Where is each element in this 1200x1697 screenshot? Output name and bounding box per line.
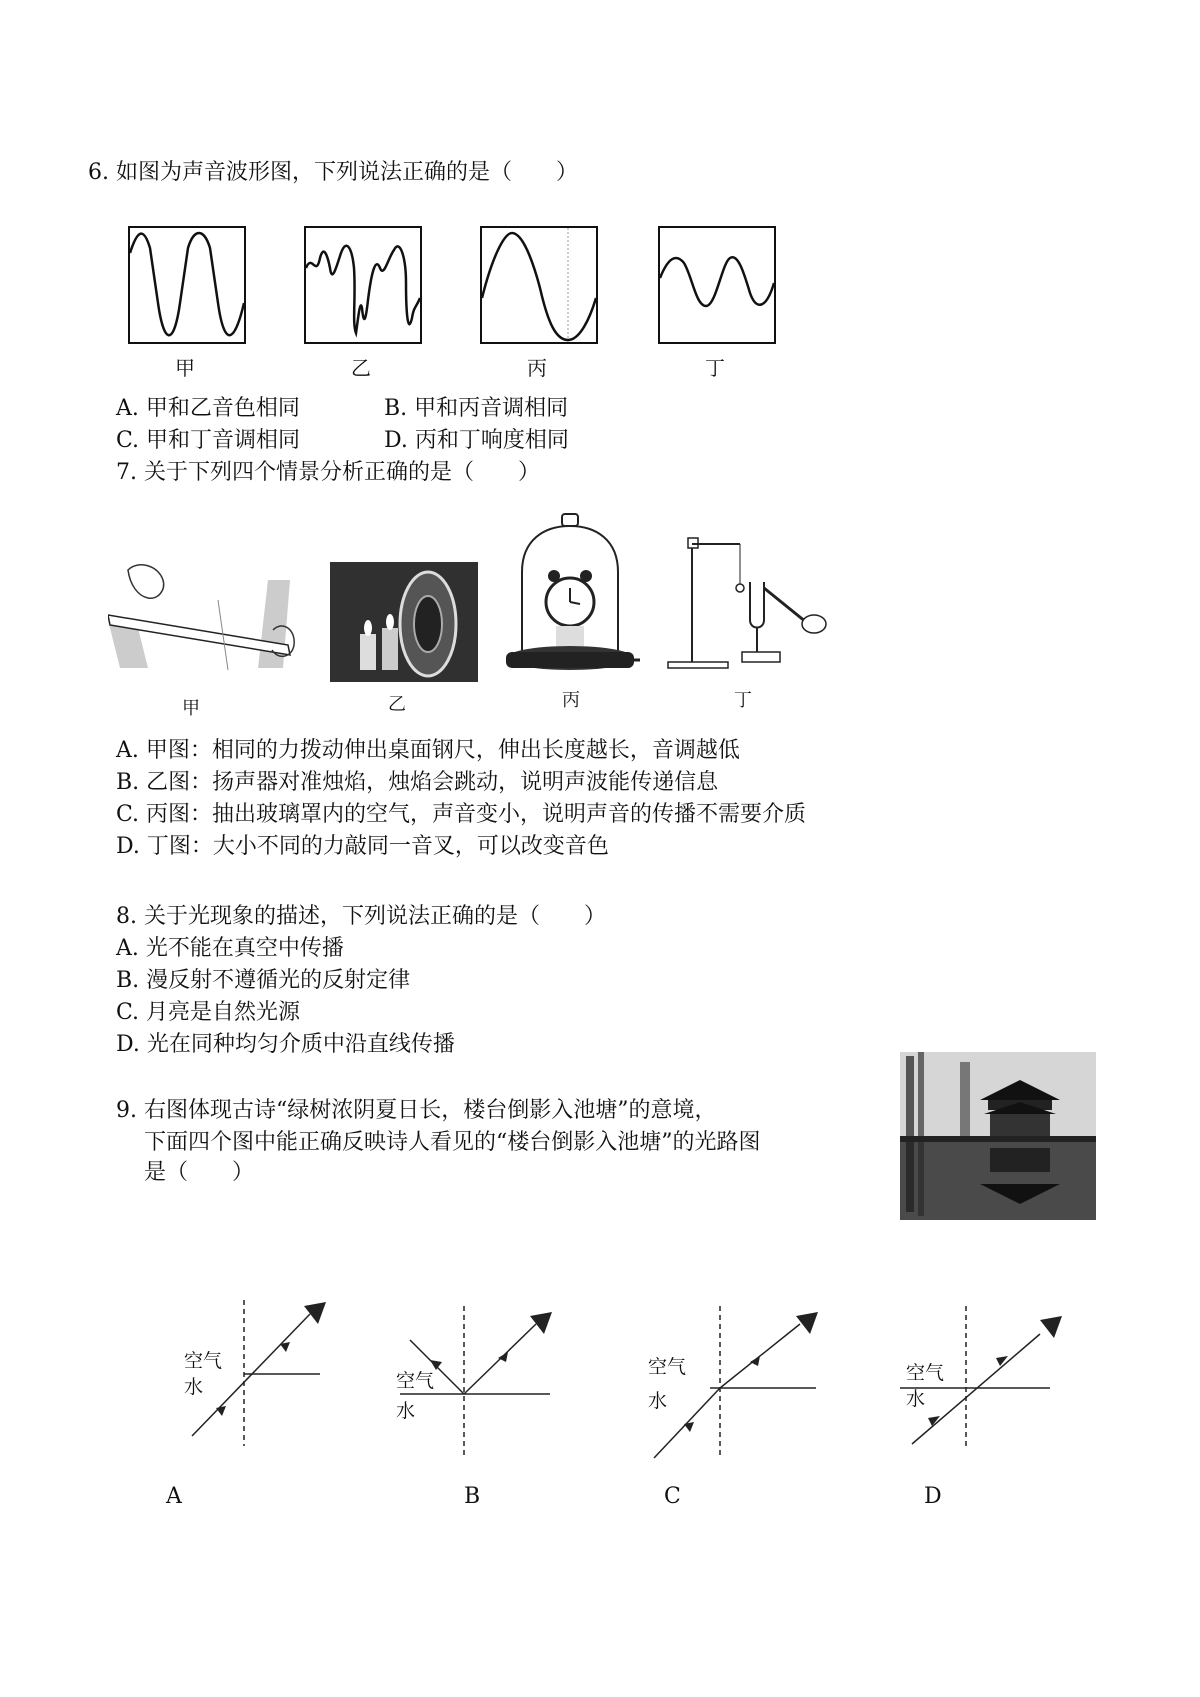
q8-option-b: B. 漫反射不遵循光的反射定律 [116, 968, 411, 993]
light-path-diagram-c [650, 1300, 830, 1470]
pavilion-reflection-photo [900, 1052, 1096, 1220]
diagram-d-air-label: 空气 [906, 1362, 945, 1384]
ruler-on-table-illustration [108, 560, 298, 685]
q7-caption-ding: 丁 [734, 690, 752, 711]
q7-caption-bing: 丙 [562, 690, 580, 711]
waveform-ding [658, 226, 776, 344]
q7-caption-yi: 乙 [388, 694, 406, 715]
diagram-d-water-label: 水 [906, 1388, 926, 1410]
q9-stem-line2: 下面四个图中能正确反映诗人看见的“楼台倒影入池塘”的光路图 [144, 1130, 761, 1155]
q6-caption-jia: 甲 [175, 356, 195, 380]
q6-caption-ding: 丁 [705, 356, 725, 380]
q8-option-d: D. 光在同种均匀介质中沿直线传播 [116, 1032, 455, 1057]
diagram-c-water-label: 水 [648, 1390, 668, 1412]
q7-caption-jia: 甲 [182, 698, 200, 719]
diagram-c-air-label: 空气 [648, 1356, 687, 1378]
diagram-a-water-label: 水 [184, 1376, 204, 1398]
q7-stem: 7. 关于下列四个情景分析正确的是（ ） [116, 460, 540, 485]
bell-jar-clock-illustration [500, 512, 640, 682]
q6-option-a: A. 甲和乙音色相同 [116, 396, 300, 421]
q6-option-c: C. 甲和丁音调相同 [116, 428, 301, 453]
waveform-bing [480, 226, 598, 344]
diagram-b-water-label: 水 [396, 1400, 416, 1422]
diagram-d-letter: D [924, 1484, 942, 1509]
diagram-a-air-label: 空气 [184, 1350, 223, 1372]
diagram-b-air-label: 空气 [396, 1370, 435, 1392]
speaker-candles-photo [330, 562, 478, 682]
q6-caption-bing: 丙 [527, 356, 547, 380]
q7-option-d: D. 丁图：大小不同的力敲同一音叉，可以改变音色 [116, 834, 609, 859]
diagram-c-letter: C [664, 1484, 681, 1509]
q8-option-a: A. 光不能在真空中传播 [116, 936, 344, 961]
diagram-b-letter: B [464, 1484, 481, 1509]
tuning-fork-illustration [660, 530, 840, 680]
q7-option-c: C. 丙图：抽出玻璃罩内的空气，声音变小，说明声音的传播不需要介质 [116, 802, 807, 827]
waveform-yi [304, 226, 422, 344]
q8-option-c: C. 月亮是自然光源 [116, 1000, 301, 1025]
q8-stem: 8. 关于光现象的描述，下列说法正确的是（ ） [116, 904, 606, 929]
waveform-jia [128, 226, 246, 344]
q6-caption-yi: 乙 [351, 356, 371, 380]
q7-option-b: B. 乙图：扬声器对准烛焰，烛焰会跳动，说明声波能传递信息 [116, 770, 719, 795]
q9-stem-line3: 是（ ） [144, 1160, 255, 1185]
diagram-a-letter: A [166, 1484, 182, 1509]
q6-option-d: D. 丙和丁响度相同 [384, 428, 569, 453]
q9-stem-line1: 9. 右图体现古诗“绿树浓阴夏日长，楼台倒影入池塘”的意境， [116, 1098, 717, 1123]
q6-option-b: B. 甲和丙音调相同 [384, 396, 569, 421]
q6-stem: 6. 如图为声音波形图，下列说法正确的是（ ） [88, 160, 578, 185]
q7-option-a: A. 甲图：相同的力拨动伸出桌面钢尺，伸出长度越长，音调越低 [116, 738, 740, 763]
